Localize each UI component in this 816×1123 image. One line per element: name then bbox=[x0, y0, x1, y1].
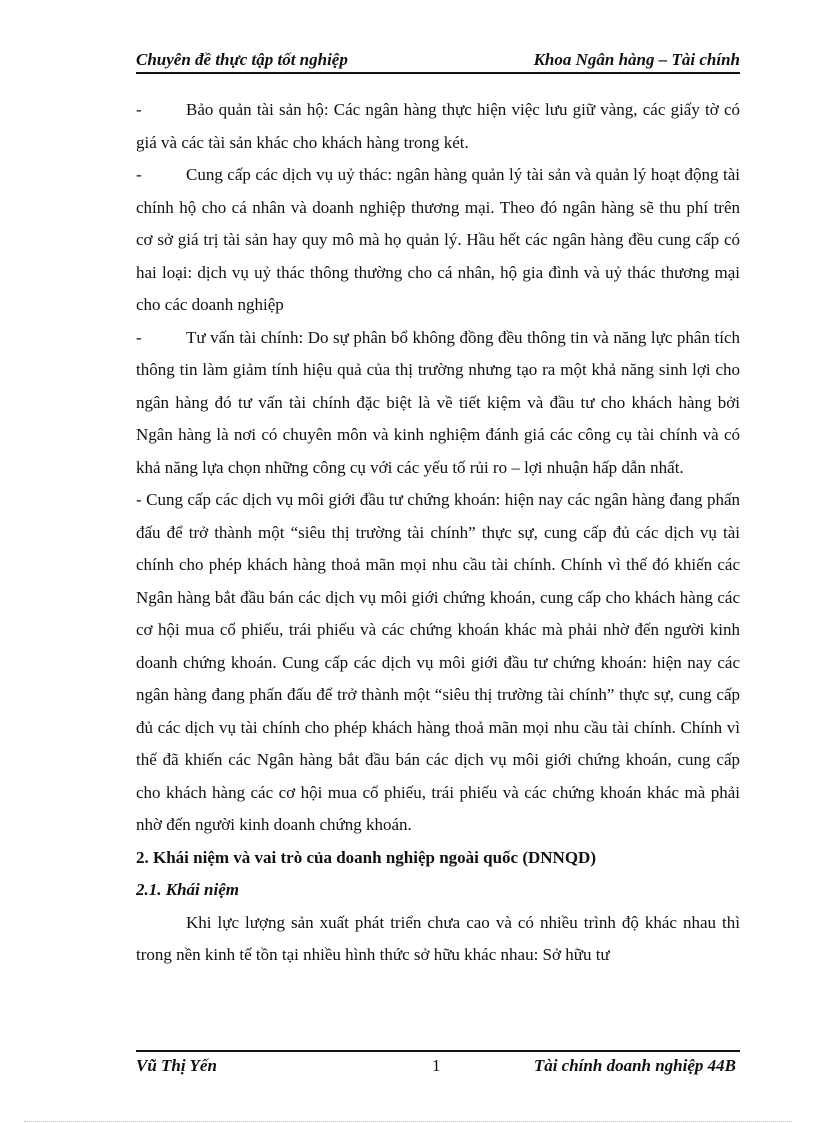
list-dash: - bbox=[136, 100, 142, 119]
paragraph-asset-custody bbox=[136, 94, 740, 159]
header-title: Chuyên đề thực tập tốt nghiệp bbox=[136, 50, 348, 69]
paragraph-trust-services bbox=[136, 159, 740, 322]
list-dash: - bbox=[136, 327, 142, 347]
page-boundary-divider bbox=[24, 1121, 792, 1122]
paragraph-brokerage: - Cung cấp các dịch vụ môi giới đầu tư chứng khoán: hiện nay các ngân hàng đang phấn đấu để trở thành một “siêu thị trường tài chính” thực sự, cung cấp đủ các dịch vụ tài chính cho phép khách hàng thoả mãn mọi nhu cầu tài chính. Chính vì thế đó khiến các Ngân hàng bắt đầu bán các dịch vụ môi giới chứng khoán, cung cấp cho khách hàng các cơ hội mua cổ phiếu, trái phiếu và các chứng khoán khác mà phải nhờ đến người kinh doanh chứng khoán. Cung cấp các dịch vụ môi giới đầu tư chứng khoán: hiện nay các ngân hàng đang phấn đấu để trở thành một “siêu thị trường tài chính” thực sự, cung cấp đủ các dịch vụ tài chính cho phép khách hàng thoả mãn mọi nhu cầu tài chính. Chính vì thế đã khiến các Ngân hàng bắt đầu bán các dịch vụ môi giới chứng khoán, cung cấp cho khách hàng các cơ hội mua cổ phiếu, trái phiếu và các chứng khoán khác mà phải nhờ đến người kinh doanh chứng khoán. bbox=[136, 490, 740, 834]
page-header bbox=[136, 48, 740, 74]
page-number: 1 bbox=[432, 1056, 441, 1075]
paragraph-text: Bảo quản tài sản hộ: Các ngân hàng thực hiện việc lưu giữ vàng, các giấy tờ có giá và các tài sản khác cho khách hàng trong két. bbox=[136, 100, 740, 152]
page-footer bbox=[136, 1050, 740, 1080]
header-department: Khoa Ngân hàng – Tài chính bbox=[533, 50, 740, 69]
paragraph-text: Tư vấn tài chính: Do sự phân bổ không đồng đều thông tin và năng lực phân tích thông tin làm giảm tính hiệu quả của thị trường nhưng tạo ra một khả năng sinh lợi cho ngân hàng đó tư vấn tài chính đặc biệt là về tiết kiệm và đầu tư cho khách hàng bởi Ngân hàng là nơi có chuyên môn và kinh nghiệm đánh giá các công cụ tài chính và có khả năng lựa chọn những công cụ với các yếu tố rủi ro – lợi nhuận hấp dẫn nhất. bbox=[136, 327, 740, 477]
subsection-heading: 2.1. Khái niệm bbox=[136, 880, 239, 899]
footer-author: Vũ Thị Yến bbox=[136, 1056, 217, 1075]
paragraph-financial-advice bbox=[136, 322, 740, 485]
section-heading: 2. Khái niệm và vai trò của doanh nghiệp ngoài quốc (DNNQD) bbox=[136, 847, 596, 867]
list-dash: - bbox=[136, 165, 142, 184]
paragraph-concept: Khi lực lượng sản xuất phát triển chưa cao và có nhiều trình độ khác nhau thì trong nền kinh tế tồn tại nhiều hình thức sở hữu khác nhau: Sở hữu tư bbox=[136, 912, 740, 964]
footer-class: Tài chính doanh nghiệp 44B bbox=[533, 1056, 736, 1075]
document-body bbox=[136, 94, 740, 972]
paragraph-text: Cung cấp các dịch vụ uỷ thác: ngân hàng quản lý tài sản và quản lý hoạt động tài chính hộ cho cá nhân và doanh nghiệp thương mại. Theo đó ngân hàng sẽ thu phí trên cơ sở giá trị tài sản hay quy mô mà họ quản lý. Hầu hết các ngân hàng đều cung cấp có hai loại: dịch vụ uỷ thác thông thường cho cá nhân, hộ gia đình và uỷ thác thương mại cho các doanh nghiệp bbox=[136, 165, 740, 314]
